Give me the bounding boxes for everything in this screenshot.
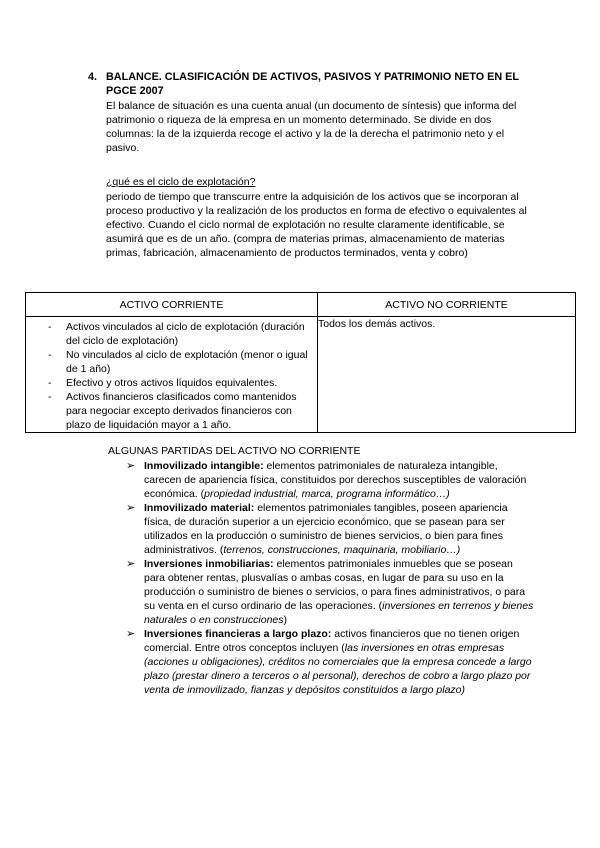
partida-text: elementos patrimoniales tangibles, poseen apariencia física, de duración superior a un ejercicio económico, que se pasean para ser utilizados en la producción o suministro de bienes servicios, o bien para fines administrativos. ( bbox=[144, 502, 508, 556]
arrow-bullet-icon: ➢ bbox=[126, 558, 136, 570]
col-header-activo-corriente: ACTIVO CORRIENTE bbox=[26, 293, 318, 317]
arrow-bullet-icon: ➢ bbox=[126, 460, 136, 472]
list-item bbox=[26, 320, 314, 348]
partidas-list bbox=[126, 459, 536, 697]
dash-bullet: - bbox=[48, 377, 52, 389]
activo-no-corriente-cell: Todos los demás activos. bbox=[318, 317, 576, 433]
partida-text: elementos patrimoniales de naturaleza intangible, carecen de apariencia física, constituidos por derechos susceptibles de valoración económica. ( bbox=[144, 460, 527, 500]
partida-examples: propiedad industrial, marca, programa informático…) bbox=[204, 488, 450, 500]
list-item bbox=[126, 627, 536, 697]
partidas-heading: ALGUNAS PARTIDAS DEL ACTIVO NO CORRIENTE bbox=[108, 445, 361, 457]
partida-examples: inversiones en terrenos y bienes naturales o en construcciones bbox=[144, 600, 534, 626]
partida-term: Inversiones financieras a largo plazo: bbox=[144, 628, 332, 640]
arrow-bullet-icon: ➢ bbox=[126, 502, 136, 514]
intro-paragraph: El balance de situación es una cuenta anual (un documento de síntesis) que informa del patrimonio o riqueza de la empresa en un momento determinado. Se divide en dos columnas: la de la izquierda recoge el activo y la de la derecha el patrimonio neto y el pasivo. bbox=[106, 100, 517, 154]
list-item bbox=[26, 348, 314, 376]
dash-bullet: - bbox=[48, 391, 52, 403]
partida-tail: ) bbox=[283, 614, 287, 626]
dash-bullet: - bbox=[48, 349, 52, 361]
list-item-text: No vinculados al ciclo de explotación (menor o igual de 1 año) bbox=[66, 349, 308, 375]
list-item bbox=[126, 501, 536, 557]
partida-text: elementos patrimoniales inmuebles que se posean para obtener rentas, plusvalías o ambas cosas, en lugar de para su uso en la producción o suministro de bienes o servicios, o para fines administrativos, o para su venta en el curso ordinario de las operaciones. ( bbox=[144, 558, 526, 612]
partida-term: Inmovilizado material: bbox=[144, 502, 255, 514]
col-header-activo-no-corriente: ACTIVO NO CORRIENTE bbox=[318, 293, 576, 317]
partida-examples: las inversiones en otras empresas (acciones u obligaciones), créditos no comerciales que la empresa concede a largo plazo (prestar dinero a terceros o al personal), derechos de cobro a largo plazo por venta de inmovilizado, fianzas y depósitos constituidos a largo plazo) bbox=[144, 642, 532, 696]
question-answer: periodo de tiempo que transcurre entre la adquisición de los activos que se incorporan al proceso productivo y la realización de los productos en forma de efectivo o equivalentes al efectivo. Cuando el ciclo normal de explotación no resulte claramente identificable, se asumirá que es de un año. (compra de materias primas, almacenamiento de materias primas, fabricación, almacenamiento de productos terminados, venta y cobro) bbox=[106, 191, 527, 259]
section-number: 4. bbox=[88, 71, 98, 83]
list-item bbox=[26, 390, 314, 432]
partida-examples: terrenos, construcciones, maquinaria, mobiliario…) bbox=[223, 544, 461, 556]
partida-text: activos financieros que no tienen origen comercial. Entre otros conceptos incluyen ( bbox=[144, 628, 520, 654]
activo-corriente-cell bbox=[26, 317, 318, 433]
partida-term: Inversiones inmobiliarias: bbox=[144, 558, 274, 570]
list-item-text: Activos financieros clasificados como mantenidos para negociar excepto derivados financieros con plazo de liquidación mayor a 1 año. bbox=[66, 391, 297, 431]
section-title: BALANCE. CLASIFICACIÓN DE ACTIVOS, PASIVOS Y PATRIMONIO NETO EN EL PGCE 2007 bbox=[106, 71, 519, 97]
list-item-text: Activos vinculados al ciclo de explotación (duración del ciclo de explotación) bbox=[66, 321, 305, 347]
question-heading: ¿qué es el ciclo de explotación? bbox=[106, 176, 256, 188]
partida-term: Inmovilizado intangible: bbox=[144, 460, 264, 472]
list-item-text: Efectivo y otros activos líquidos equivalentes. bbox=[66, 377, 278, 389]
activo-corriente-list bbox=[26, 317, 317, 432]
asset-classification-table bbox=[25, 292, 576, 433]
arrow-bullet-icon: ➢ bbox=[126, 628, 136, 640]
list-item bbox=[126, 459, 536, 501]
dash-bullet: - bbox=[48, 321, 52, 333]
list-item bbox=[126, 557, 536, 627]
list-item bbox=[26, 376, 314, 390]
